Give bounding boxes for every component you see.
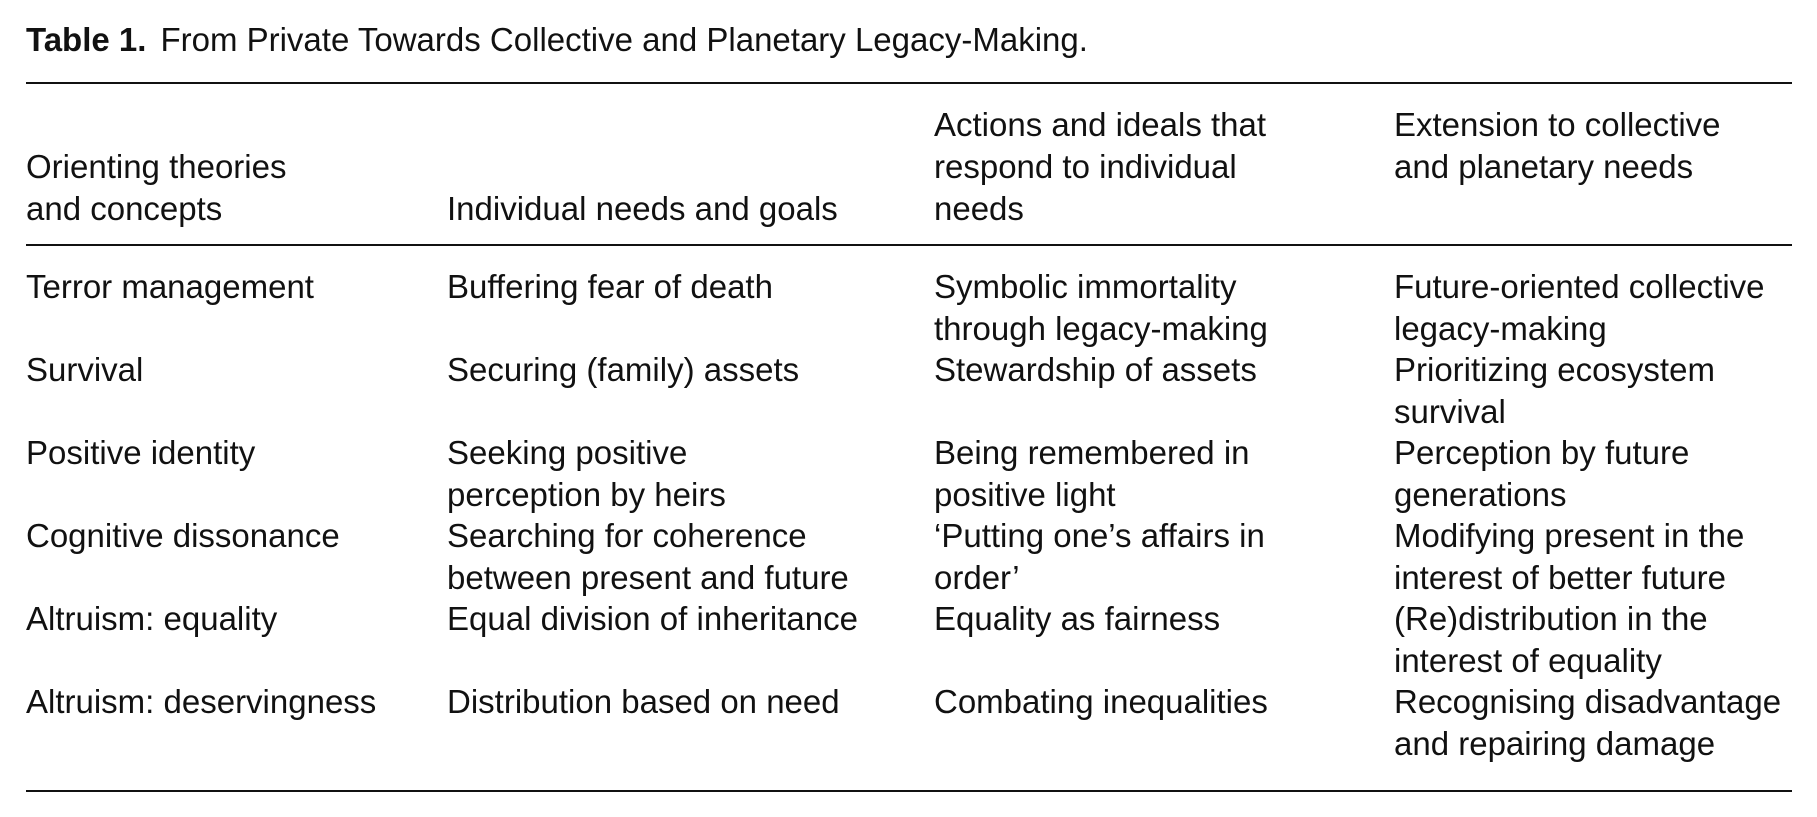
cell-line: interest of equality bbox=[1394, 642, 1662, 679]
table-row bbox=[26, 598, 1792, 681]
cell-line: Cognitive dissonance bbox=[26, 517, 340, 554]
table-cell bbox=[447, 266, 927, 308]
cell-line: Buffering fear of death bbox=[447, 268, 773, 305]
table-cell bbox=[447, 598, 927, 640]
table-cell bbox=[26, 432, 436, 474]
table-cell bbox=[1394, 266, 1792, 350]
header-actions-ideals bbox=[934, 104, 1384, 230]
table-cell bbox=[1394, 349, 1792, 433]
cell-line: Distribution based on need bbox=[447, 683, 840, 720]
header-line: Orienting theories bbox=[26, 148, 287, 185]
table-row bbox=[26, 681, 1792, 764]
table-cell bbox=[447, 432, 927, 516]
table-row bbox=[26, 266, 1792, 349]
header-orienting-theories bbox=[26, 146, 436, 230]
table-title: From Private Towards Collective and Planetary Legacy-Making. bbox=[160, 21, 1088, 58]
header-line: Actions and ideals that bbox=[934, 106, 1267, 143]
cell-line: Survival bbox=[26, 351, 144, 388]
table-cell bbox=[26, 349, 436, 391]
cell-line: Altruism: deservingness bbox=[26, 683, 377, 720]
cell-line: Recognising disadvantage bbox=[1394, 683, 1782, 720]
cell-line: Seeking positive bbox=[447, 434, 688, 471]
table-row bbox=[26, 432, 1792, 515]
table-label: Table 1. bbox=[26, 21, 147, 58]
cell-line: between present and future bbox=[447, 559, 849, 596]
header-line: needs bbox=[934, 190, 1024, 227]
table-cell bbox=[934, 432, 1384, 516]
top-rule bbox=[26, 82, 1792, 84]
table-cell bbox=[447, 349, 927, 391]
cell-line: and repairing damage bbox=[1394, 725, 1716, 762]
header-line: respond to individual bbox=[934, 148, 1237, 185]
table-header-row bbox=[26, 100, 1792, 230]
cell-line: Equal division of inheritance bbox=[447, 600, 858, 637]
cell-line: ‘Putting one’s affairs in bbox=[934, 517, 1265, 554]
cell-line: positive light bbox=[934, 476, 1116, 513]
cell-line: Symbolic immortality bbox=[934, 268, 1237, 305]
cell-line: through legacy-making bbox=[934, 310, 1268, 347]
table-row bbox=[26, 349, 1792, 432]
cell-line: Terror management bbox=[26, 268, 314, 305]
table-cell bbox=[934, 266, 1384, 350]
table-cell bbox=[26, 515, 436, 557]
cell-line: Future-oriented collective bbox=[1394, 268, 1765, 305]
table-cell bbox=[26, 266, 436, 308]
table-cell bbox=[1394, 432, 1792, 516]
cell-line: Searching for coherence bbox=[447, 517, 807, 554]
cell-line: (Re)distribution in the bbox=[1394, 600, 1708, 637]
cell-line: legacy-making bbox=[1394, 310, 1607, 347]
header-extension bbox=[1394, 104, 1792, 188]
header-line: and concepts bbox=[26, 190, 223, 227]
table-caption bbox=[26, 18, 1088, 62]
table-body bbox=[26, 266, 1792, 764]
table-cell bbox=[934, 681, 1384, 723]
cell-line: Stewardship of assets bbox=[934, 351, 1257, 388]
cell-line: survival bbox=[1394, 393, 1506, 430]
table-cell bbox=[1394, 681, 1792, 765]
cell-line: generations bbox=[1394, 476, 1567, 513]
cell-line: Perception by future bbox=[1394, 434, 1690, 471]
cell-line: perception by heirs bbox=[447, 476, 726, 513]
cell-line: Equality as fairness bbox=[934, 600, 1221, 637]
header-rule bbox=[26, 244, 1792, 246]
table-cell bbox=[934, 515, 1384, 599]
cell-line: Prioritizing ecosystem bbox=[1394, 351, 1715, 388]
table-cell bbox=[447, 515, 927, 599]
table-cell bbox=[26, 598, 436, 640]
cell-line: order’ bbox=[934, 559, 1020, 596]
cell-line: Altruism: equality bbox=[26, 600, 278, 637]
table-cell bbox=[26, 681, 436, 723]
cell-line: Modifying present in the bbox=[1394, 517, 1745, 554]
table-row bbox=[26, 515, 1792, 598]
cell-line: Combating inequalities bbox=[934, 683, 1268, 720]
cell-line: Being remembered in bbox=[934, 434, 1250, 471]
cell-line: interest of better future bbox=[1394, 559, 1727, 596]
table-cell bbox=[934, 349, 1384, 391]
cell-line: Positive identity bbox=[26, 434, 256, 471]
header-individual-needs bbox=[447, 188, 927, 230]
table-cell bbox=[1394, 515, 1792, 599]
header-line: Individual needs and goals bbox=[447, 190, 838, 227]
header-line: and planetary needs bbox=[1394, 148, 1694, 185]
table-cell bbox=[934, 598, 1384, 640]
table-cell bbox=[447, 681, 927, 723]
table-cell bbox=[1394, 598, 1792, 682]
bottom-rule bbox=[26, 790, 1792, 792]
header-line: Extension to collective bbox=[1394, 106, 1721, 143]
cell-line: Securing (family) assets bbox=[447, 351, 800, 388]
